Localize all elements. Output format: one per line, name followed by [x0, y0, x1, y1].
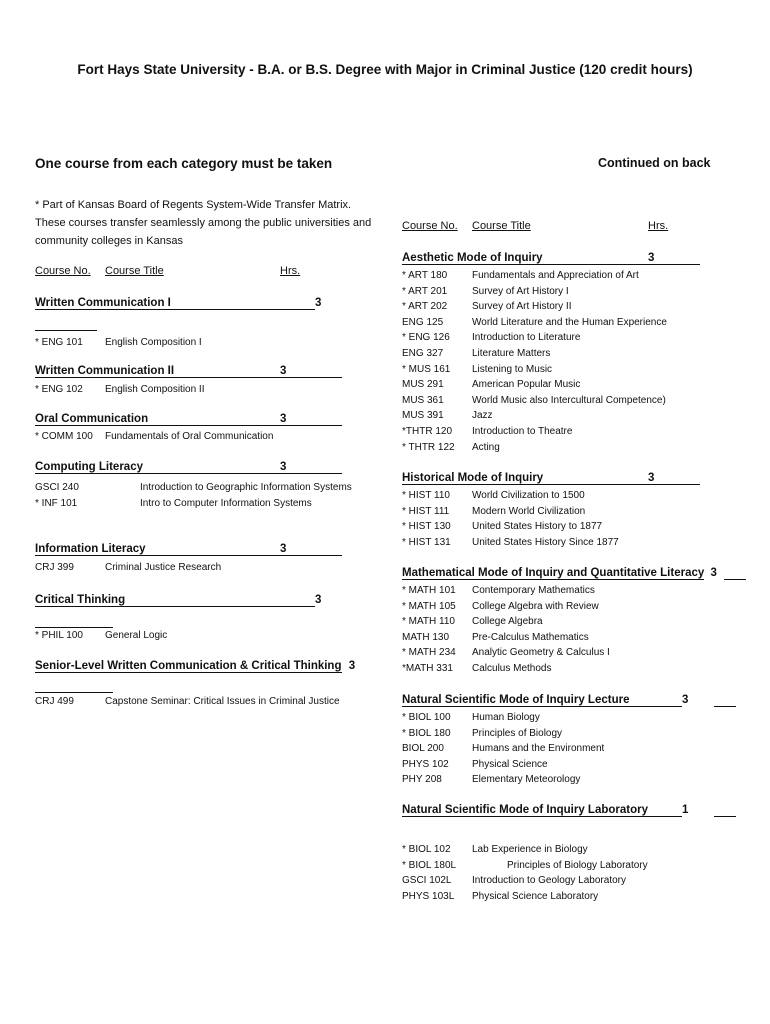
course-row: * THTR 122 Acting: [402, 441, 500, 453]
course-list-aesthetic: [402, 268, 732, 455]
course-row: ENG 327 Literature Matters: [402, 347, 551, 359]
transfer-matrix-note: * Part of Kansas Board of Regents System-Wide Transfer Matrix. These courses transfer seamlessly among the public universities and community colleges in Kansas: [35, 199, 372, 247]
course-row: * BIOL 102 Lab Experience in Biology: [402, 844, 588, 855]
course-row: * PHIL 100 General Logic: [35, 630, 168, 641]
course-row: * HIST 130 United States History to 1877: [402, 521, 603, 533]
course-row: PHYS 103L Physical Science Laboratory: [402, 890, 599, 902]
course-row: PHYS 102 Physical Science: [402, 758, 548, 770]
category-name: Natural Scientific Mode of Inquiry Lecture: [402, 694, 682, 707]
course-row: * BIOL 180L Principles of Biology Laboratory: [402, 859, 648, 871]
category-hours: 3: [682, 694, 689, 706]
blank-line: [35, 329, 97, 331]
category-name: Aesthetic Mode of Inquiry: [402, 252, 648, 265]
course-row: ENG 125 World Literature and the Human Experience: [402, 316, 667, 328]
category-hours: 3: [280, 365, 287, 377]
continued-note: Continued on back: [598, 156, 711, 170]
category-hours: 3: [280, 461, 287, 473]
course-list-critical: [35, 628, 365, 644]
category-historical: [402, 472, 702, 485]
category-name: Senior-Level Written Communication & Critical Thinking: [35, 660, 342, 672]
course-row: * ENG 101 English Composition I: [35, 337, 202, 348]
category-name: Mathematical Mode of Inquiry and Quantitative Literacy: [402, 567, 705, 579]
course-row: CRJ 399 Criminal Justice Research: [35, 562, 222, 573]
category-natural-science-lab: [402, 804, 738, 817]
category-hours: 3: [648, 252, 655, 264]
page-title: Fort Hays State University - B.A. or B.S. Degree with Major in Criminal Justice (120 credit hours): [77, 62, 693, 77]
category-name: Computing Literacy: [35, 461, 280, 474]
left-header-course-no: Course No.: [35, 265, 91, 277]
course-list-written1: [35, 335, 365, 351]
category-rule-note: One course from each category must be taken: [35, 156, 333, 171]
category-hours: 3: [315, 297, 322, 309]
course-row: * MUS 161 Listening to Music: [402, 363, 553, 375]
course-row: * ART 201 Survey of Art History I: [402, 285, 569, 297]
category-name: Oral Communication: [35, 413, 280, 426]
course-row: * BIOL 180 Principles of Biology: [402, 727, 563, 739]
category-underline: [648, 252, 700, 265]
right-header-course-title: Course Title: [472, 220, 531, 232]
course-row: * MATH 105 College Algebra with Review: [402, 600, 599, 612]
course-row: BIOL 200 Humans and the Environment: [402, 743, 605, 755]
left-header-hrs: Hrs.: [280, 265, 301, 277]
category-name: Information Literacy: [35, 543, 280, 556]
course-row: * ART 202 Survey of Art History II: [402, 301, 572, 313]
category-hours: 3: [648, 472, 655, 484]
course-row: MUS 391 Jazz: [402, 410, 493, 422]
course-row: * ENG 126 Introduction to Literature: [402, 332, 581, 344]
course-row: PHY 208 Elementary Meteorology: [402, 774, 581, 786]
course-list-natlec: [402, 710, 732, 788]
category-mathematical: [402, 567, 738, 580]
category-hours: 3: [348, 660, 356, 672]
course-row: * HIST 110 World Civilization to 1500: [402, 490, 585, 501]
course-row: *MATH 331 Calculus Methods: [402, 662, 552, 674]
category-hours: 3: [315, 594, 322, 606]
category-oral-communication: [35, 413, 345, 426]
course-list-natlab: [402, 842, 732, 904]
course-list-historical: [402, 488, 732, 550]
course-row: * ART 180 Fundamentals and Appreciation of Art: [402, 270, 639, 281]
category-name: Written Communication I: [35, 297, 315, 310]
course-list-math: [402, 583, 732, 677]
category-hours: 3: [280, 413, 287, 425]
category-underline: [280, 413, 342, 426]
category-senior-level: [35, 660, 355, 673]
course-row: * COMM 100 Fundamentals of Oral Communication: [35, 431, 274, 442]
category-hours: 3: [710, 567, 717, 579]
category-underline: [714, 804, 736, 817]
category-natural-science-lecture: [402, 694, 738, 707]
course-row: * HIST 131 United States History Since 1877: [402, 536, 619, 548]
category-underline: [280, 461, 342, 474]
course-row: * HIST 111 Modern World Civilization: [402, 505, 586, 517]
category-computing-literacy: [35, 461, 345, 474]
right-header-hrs: Hrs.: [648, 220, 669, 232]
category-underline: [648, 472, 700, 485]
course-list-senior: [35, 694, 365, 710]
right-header-course-no: Course No.: [402, 220, 458, 232]
category-hours: 3: [280, 543, 287, 555]
course-row: MUS 291 American Popular Music: [402, 379, 581, 391]
category-name: Written Communication II: [35, 365, 280, 378]
course-row: GSCI 240 Introduction to Geographic Information Systems: [35, 482, 352, 493]
course-row: MATH 130 Pre-Calculus Mathematics: [402, 631, 589, 643]
course-row: MUS 361 World Music also Intercultural Competence): [402, 394, 666, 406]
course-list-computing: [35, 480, 365, 511]
category-hours: 1: [682, 804, 689, 816]
category-underline: [280, 543, 342, 556]
course-row: CRJ 499 Capstone Seminar: Critical Issues in Criminal Justice: [35, 696, 340, 707]
course-row: * BIOL 100 Human Biology: [402, 712, 540, 723]
left-header-course-title: Course Title: [105, 265, 164, 277]
category-written-communication-1: [35, 297, 320, 310]
category-critical-thinking: [35, 594, 320, 607]
course-row: * MATH 110 College Algebra: [402, 616, 543, 628]
category-name: Critical Thinking: [35, 594, 315, 607]
category-underline: [724, 567, 746, 580]
category-aesthetic: [402, 252, 702, 265]
course-row: * MATH 101 Contemporary Mathematics: [402, 585, 595, 596]
course-list-written2: [35, 382, 365, 398]
category-underline: [280, 365, 342, 378]
category-name: Historical Mode of Inquiry: [402, 472, 648, 485]
category-written-communication-2: [35, 365, 345, 378]
category-information-literacy: [35, 543, 345, 556]
course-row: * MATH 234 Analytic Geometry & Calculus I: [402, 647, 610, 659]
course-row: *THTR 120 Introduction to Theatre: [402, 425, 573, 437]
course-row: GSCI 102L Introduction to Geology Laboratory: [402, 875, 626, 887]
course-row: * ENG 102 English Composition II: [35, 384, 205, 395]
course-row: * INF 101 Intro to Computer Information Systems: [35, 497, 312, 509]
category-underline: [714, 694, 736, 707]
blank-line: [35, 691, 113, 693]
category-name: Natural Scientific Mode of Inquiry Laboratory: [402, 804, 682, 817]
course-list-info: [35, 560, 365, 576]
course-list-oral: [35, 429, 365, 445]
